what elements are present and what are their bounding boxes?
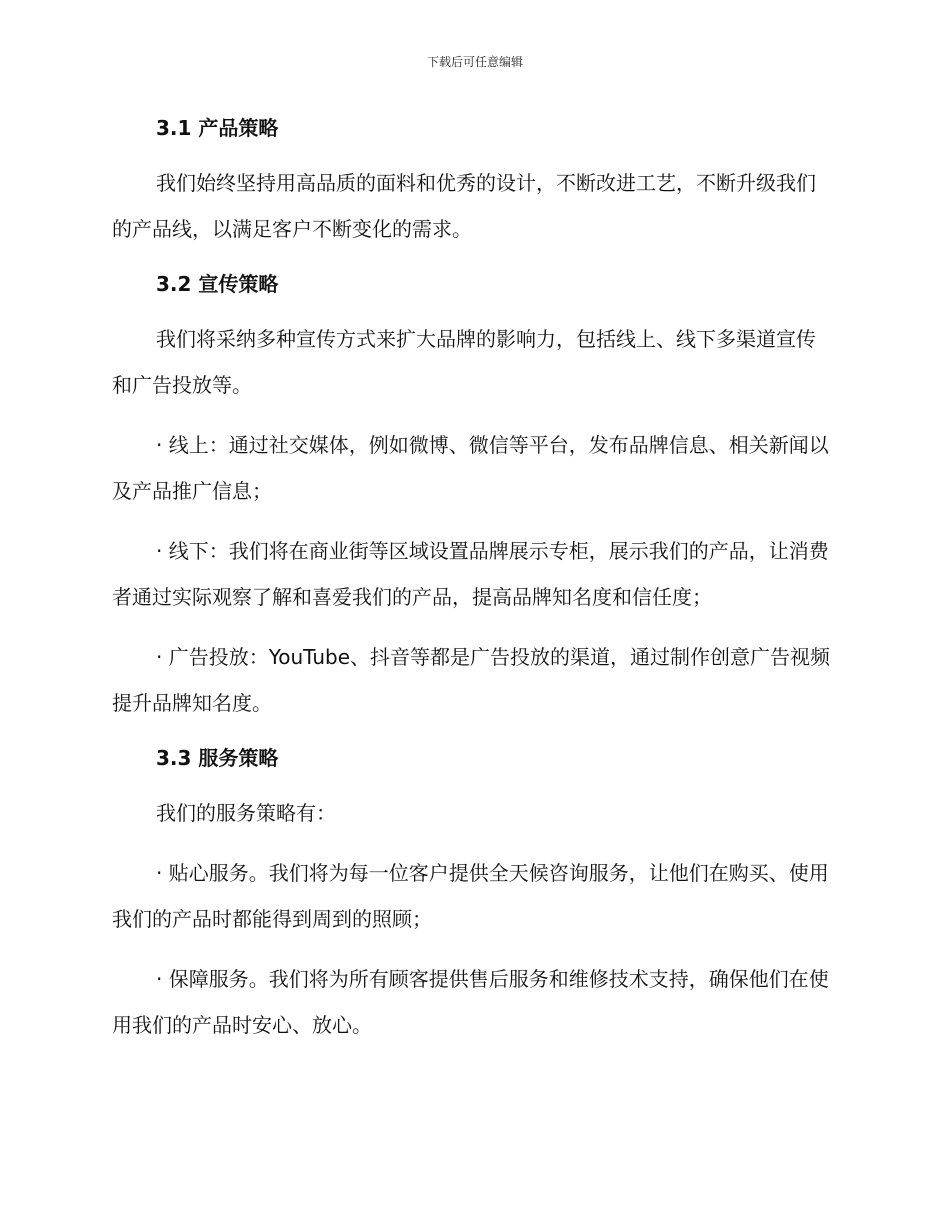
bullet-paragraph-advertising: · 广告投放：YouTube、抖音等都是广告投放的渠道，通过制作创意广告视频提升品牌知名度。 — [112, 645, 831, 715]
bullet-paragraph-online: · 线上：通过社交媒体，例如微博、微信等平台，发布品牌信息、相关新闻以及产品推广信息； — [112, 433, 829, 503]
paragraph: 我们将采纳多种宣传方式来扩大品牌的影响力，包括线上、线下多渠道宣传和广告投放等。 — [112, 327, 816, 397]
bullet-paragraph-guarantee-service: · 保障服务。我们将为所有顾客提供售后服务和维修技术支持，确保他们在使用我们的产品时安心、放心。 — [112, 967, 829, 1037]
paragraph: 我们的服务策略有： — [156, 801, 336, 825]
paragraph: 我们始终坚持用高品质的面料和优秀的设计，不断改进工艺，不断升级我们的产品线，以满足客户不断变化的需求。 — [112, 171, 816, 241]
document-body — [112, 110, 832, 1048]
bullet-paragraph-offline: · 线下：我们将在商业街等区域设置品牌展示专柜，展示我们的产品，让消费者通过实际观察了解和喜爱我们的产品，提高品牌知名度和信任度； — [112, 539, 829, 609]
section-heading-service-strategy: 3.3 服务策略 — [156, 746, 279, 770]
page-header-note: 下载后可任意编辑 — [426, 55, 523, 69]
section-heading-promotion-strategy: 3.2 宣传策略 — [156, 272, 279, 296]
section-heading-product-strategy: 3.1 产品策略 — [156, 116, 279, 140]
bullet-paragraph-caring-service: · 贴心服务。我们将为每一位客户提供全天候咨询服务，让他们在购买、使用我们的产品时都能得到周到的照顾； — [112, 861, 829, 931]
